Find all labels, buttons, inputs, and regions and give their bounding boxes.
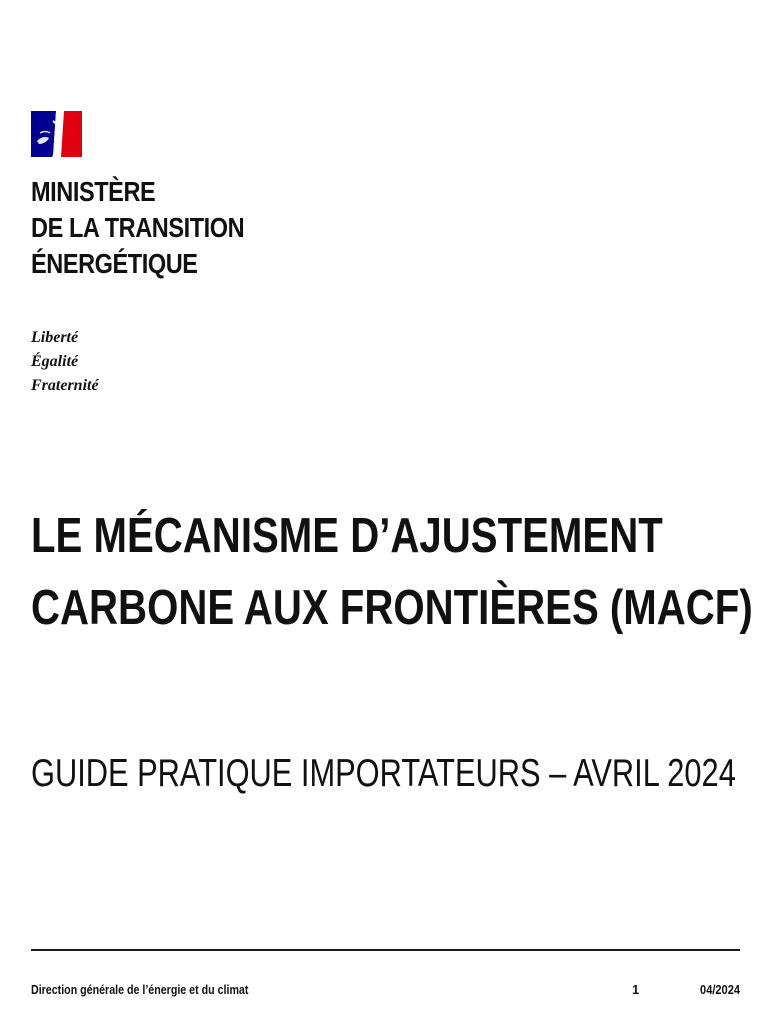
republic-motto [31, 326, 99, 398]
footer-divider [31, 949, 740, 951]
ministry-name [31, 174, 244, 282]
motto-line: Égalité [31, 353, 79, 370]
motto-line: Liberté [31, 329, 79, 346]
document-title [31, 500, 753, 644]
footer-page-number: 1 [632, 982, 640, 997]
title-line: CARBONE AUX FRONTIÈRES (MACF) [31, 581, 753, 635]
footer-organization: Direction générale de l’énergie et du climat [31, 982, 249, 997]
marianne-flag-icon [31, 111, 82, 157]
ministry-line: DE LA TRANSITION [31, 212, 245, 243]
title-line: LE MÉCANISME D’AJUSTEMENT [31, 509, 663, 563]
ministry-line: MINISTÈRE [31, 176, 156, 207]
motto-line: Fraternité [31, 377, 99, 394]
document-subtitle: GUIDE PRATIQUE IMPORTATEURS – AVRIL 2024 [31, 752, 736, 795]
ministry-line: ÉNERGÉTIQUE [31, 248, 198, 279]
footer-date: 04/2024 [700, 982, 740, 997]
